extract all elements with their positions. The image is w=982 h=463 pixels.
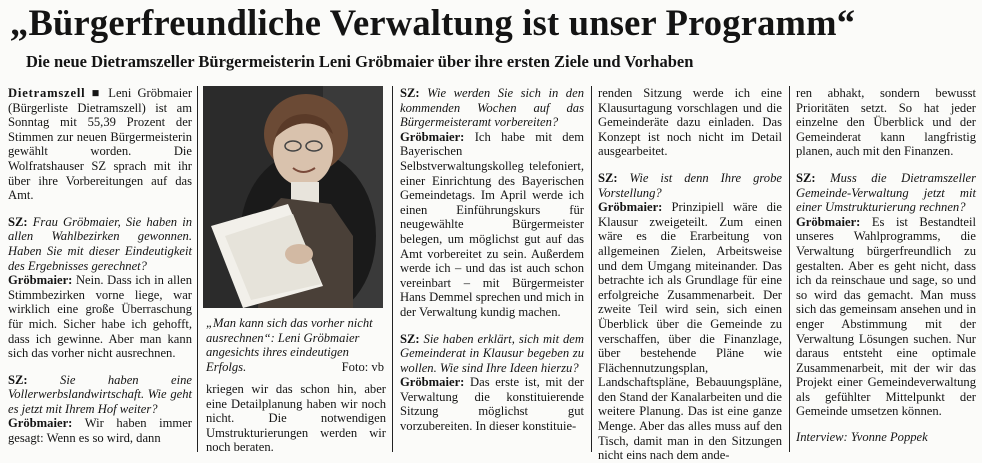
- question-text: Wie werden Sie sich in den kommenden Wochen auf das Bürgermeisteramt vorbereiten?: [400, 86, 584, 130]
- answer-text: Wir haben immer gesagt: Wenn es so wird, dann: [8, 416, 192, 446]
- woman-with-papers-photo: [203, 86, 383, 308]
- interview-credit: Interview: Yvonne Poppek: [796, 430, 928, 444]
- column-divider: [197, 86, 198, 452]
- question-text: Sie haben erklärt, sich mit dem Gemeinderat in Klausur begeben zu wollen. Wie sind Ihre Ideen hierzu?: [400, 331, 584, 375]
- continuation-paragraph: kriegen wir das schon hin, aber eine Detailplanung haben wir noch nicht. Die notwendigen Umstrukturierungen werden wir noch beraten.: [206, 382, 386, 455]
- question-speaker: SZ:: [8, 214, 28, 229]
- caption-text: „Man kann sich das vorher nicht ausrechnen“: Leni Gröbmaier angesichts ihres eindeutigen Erfolgs.: [206, 316, 373, 374]
- question-text: Wie ist denn Ihre grobe Vorstellung?: [598, 170, 782, 200]
- question-speaker: SZ:: [400, 86, 420, 100]
- column-2-text: [206, 382, 386, 455]
- column-1: [8, 86, 192, 446]
- photo-credit: Foto: vb: [341, 359, 384, 374]
- answer-speaker: Gröbmaier:: [400, 375, 465, 390]
- column-4: [598, 86, 782, 463]
- question-text: Muss die Dietramszeller Gemeinde-Verwaltung jetzt mit einer Umstrukturierung rechnen?: [796, 170, 976, 215]
- question-speaker: SZ:: [8, 372, 28, 387]
- lead-paragraph: Leni Gröbmaier (Bürgerliste Dietramszell) ist am Sonntag mit 55,39 Prozent der Stimmen zur neuen Bürgermeisterin gewählt worden. Die Wolfratshauser SZ sprach mit ihr über ihre Vorbereitungen auf das Amt.: [8, 86, 193, 203]
- column-divider: [591, 86, 592, 452]
- answer-text: Nein. Dass ich in allen Stimmbezirken vorne liege, war wirklich eine große Überraschung für mich. Sicher habe ich gehofft, dass ich gewinne. Aber man kann sich das vorher nicht ausrechnen.: [8, 273, 192, 361]
- dateline: Dietramszell: [8, 86, 86, 100]
- column-divider: [789, 86, 790, 452]
- answer-speaker: Gröbmaier:: [796, 214, 861, 229]
- answer-text: Prinzipiell wäre die Klausur zweigeteilt. Zum einen wäre es die Erarbeitung von allgemeinen Zielen, Arbeitsweise und dem Umgang miteinander. Das betrachte ich als Grundlage für eine erfolgreiche Zusammenarbeit. Der zweite Teil wird sein, sich einen Überblick über die Gemeinde zu verschaffen, über die Finanzlage, über bestehende Pläne wie Flächennutzungsplan, Landschaftspläne, Bebauungspläne, den Stand der Kanalarbeiten und die weitere Planung. Das ist eine ganze Menge. Aber das alles muss auf den Tisch, damit man in den Sitzungen nicht eins nach dem ande-: [598, 200, 782, 463]
- continuation-paragraph: ren abhakt, sondern bewusst Prioritäten setzt. So hat jeder einzelne den Überblick und der Gemeinderat kann langfristig planen, auch mit den Finanzen.: [796, 86, 976, 159]
- answer-speaker: Gröbmaier:: [8, 273, 73, 288]
- question-speaker: SZ:: [400, 331, 420, 346]
- continuation-paragraph: renden Sitzung werde ich eine Klausurtagung vorschlagen und die Gemeinderäte dazu einladen. Das Konzept ist noch nicht im Detail ausgearbeitet.: [598, 86, 782, 159]
- column-5: [796, 86, 976, 419]
- answer-text: Ich habe mit dem Bayerischen Selbstverwaltungskolleg telefoniert, einer Einrichtung des Bayerischen Gemeindetags. Im April werde ich einen Einführungskurs für neugewählte Bürgermeister belegen, um möglichst gut auf das Amt vorbereitet zu sein. Außerdem werde ich – und das ist auch schon vereinbart – mit Bürgermeister Hans Demmel sprechen und mich in der Verwaltung kundig machen.: [400, 129, 584, 319]
- answer-speaker: Gröbmaier:: [598, 200, 663, 215]
- question-speaker: SZ:: [796, 170, 816, 185]
- column-3: [400, 86, 584, 434]
- question-speaker: SZ:: [598, 170, 618, 185]
- headline: „Bürgerfreundliche Verwaltung ist unser Programm“: [10, 2, 856, 43]
- column-divider: [392, 86, 393, 452]
- answer-speaker: Gröbmaier:: [400, 129, 465, 144]
- subheadline: Die neue Dietramszeller Bürgermeisterin Leni Gröbmaier über ihre ersten Ziele und Vorhaben: [26, 52, 694, 71]
- answer-text: Das erste ist, mit der Verwaltung die konstituierende Sitzung möglichst gut vorzubereiten. In dieser konstituie-: [400, 375, 584, 434]
- question-text: Sie haben eine Vollerwerbslandwirtschaft. Wie geht es jetzt mit Ihrem Hof weiter?: [8, 372, 192, 416]
- photo-caption: [206, 316, 384, 374]
- dateline-square-icon: ■: [91, 86, 103, 100]
- answer-text: Es ist Bestandteil unseres Wahlprogramms, die Verwaltung bürgerfreundlich zu gestalten. Aber es geht nicht, dass ich da reinschaue und sage, so und so wird das gemacht. Man muss sich das gemeinsam ansehen und in enger Abstimmung mit der Verwaltung Lösungen suchen. Nur daraus entsteht eine optimale Zusammenarbeit, mit der wir das Projekt einer Gemeindeverwaltung als gefühlter Mittelpunkt der Gemeinde umsetzen können.: [796, 214, 976, 419]
- question-text: Frau Gröbmaier, Sie haben in allen Wahlbezirken gewonnen. Haben Sie mit dieser Eindeutigkeit des Ergebnisses gerechnet?: [8, 214, 192, 273]
- answer-speaker: Gröbmaier:: [8, 416, 73, 431]
